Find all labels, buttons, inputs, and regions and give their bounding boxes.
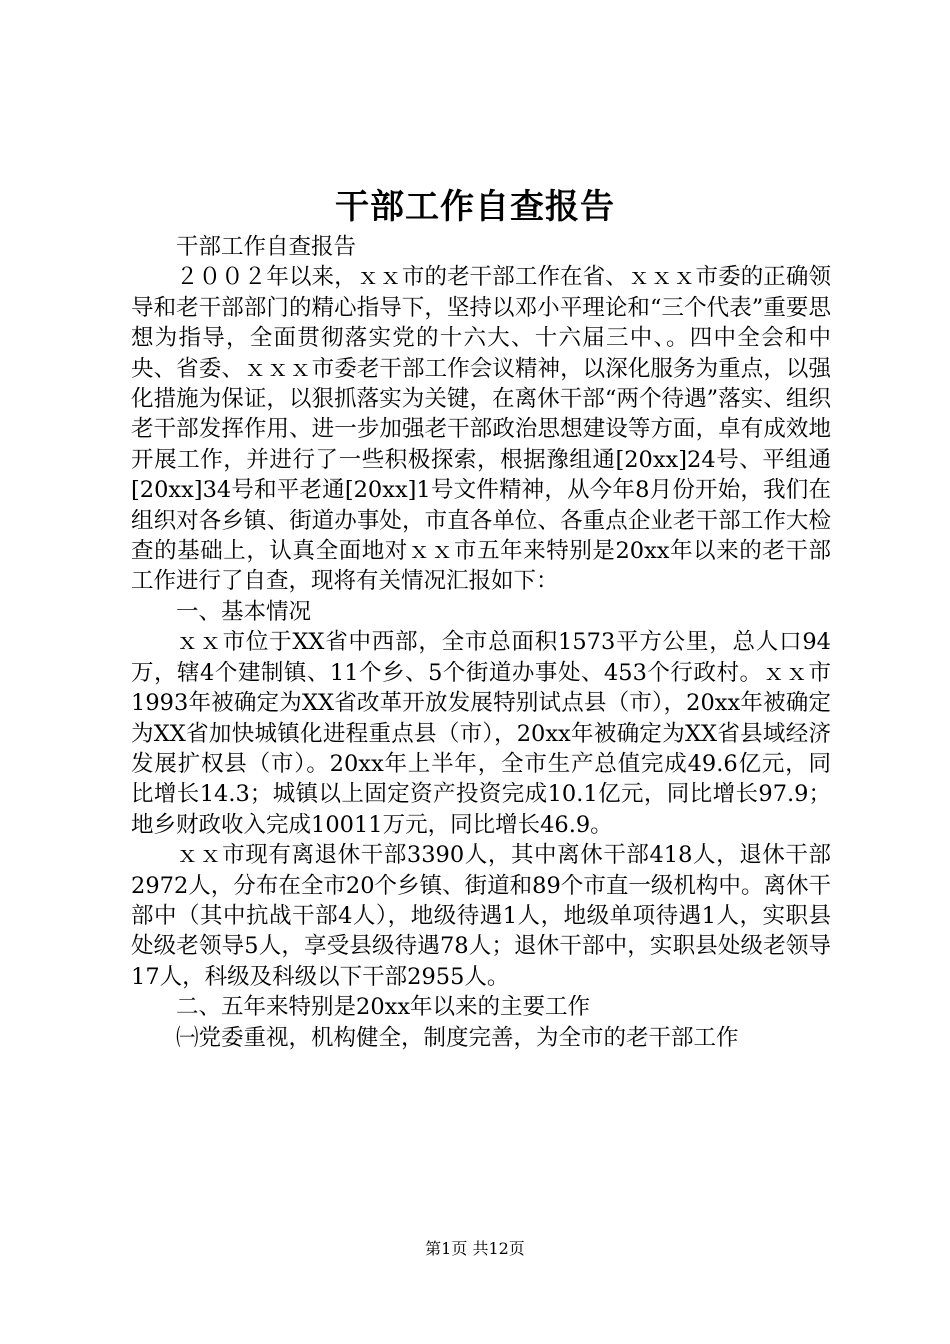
section-heading-basic-situation: 一、基本情况 bbox=[176, 598, 312, 625]
paragraph-party-attention: ㈠党委重视，机构健全，制度完善，为全市的老干部工作 bbox=[176, 1024, 739, 1051]
document-body bbox=[131, 232, 831, 1053]
paragraph-intro: ２００２年以来，ｘｘ市的老干部工作在省、ｘｘｘ市委的正确领导和老干部部门的精心指导下，坚持以邓小平理论和“三个代表”重要思想为指导，全面贯彻落实党的十六大、十六届三中、。四中全会和中央、省委、ｘｘｘ市委老干部工作会议精神，以深化服务为重点，以强化措施为保证，以狠抓落实为关键，在离休干部“两个待遇”落实、组织老干部发挥作用、进一步加强老干部政治思想建设等方面，卓有成效地开展工作，并进行了一些积极探索，根据豫组通[20xx]24号、平组通[20xx]34号和平老通[20xx]1号文件精神，从今年8月份开始，我们在组织对各乡镇、街道办事处，市直各单位、各重点企业老干部工作大检查的基础上，认真全面地对ｘｘ市五年来特别是20xx年以来的老干部工作进行了自查，现将有关情况汇报如下： bbox=[131, 264, 831, 595]
paragraph-retired-cadres: ｘｘ市现有离退休干部3390人，其中离休干部418人，退休干部2972人，分布在全市20个乡镇、街道和89个市直一级机构中。离休干部中（其中抗战干部4人），地级待遇1人，地级单项待遇1人，实职县处级老领导5人，享受县级待遇78人；退休干部中，实职县处级老领导17人，科级及科级以下干部2955人。 bbox=[131, 842, 831, 990]
paragraph-subtitle: 干部工作自查报告 bbox=[176, 234, 357, 260]
page-number-footer: 第1页 共12页 bbox=[425, 1239, 525, 1258]
paragraph-city-overview: ｘｘ市位于XX省中西部，全市总面积1573平方公里，总人口94万，辖4个建制镇、11个乡、5个街道办事处、453个行政村。ｘｘ市1993年被确定为XX省改革开放发展特别试点县（市），20xx年被确定为XX省加快城镇化进程重点县（市），20xx年被确定为XX省县域经济发展扩权县（市）。20xx年上半年，全市生产总值完成49.6亿元，同比增长14.3；城镇以上固定资产投资完成10.1亿元，同比增长97.9；地乡财政收入完成10011万元，同比增长46.9。 bbox=[131, 629, 831, 838]
document-title: 干部工作自查报告 bbox=[335, 187, 615, 227]
section-heading-main-work: 二、五年来特别是20xx年以来的主要工作 bbox=[176, 994, 591, 1021]
